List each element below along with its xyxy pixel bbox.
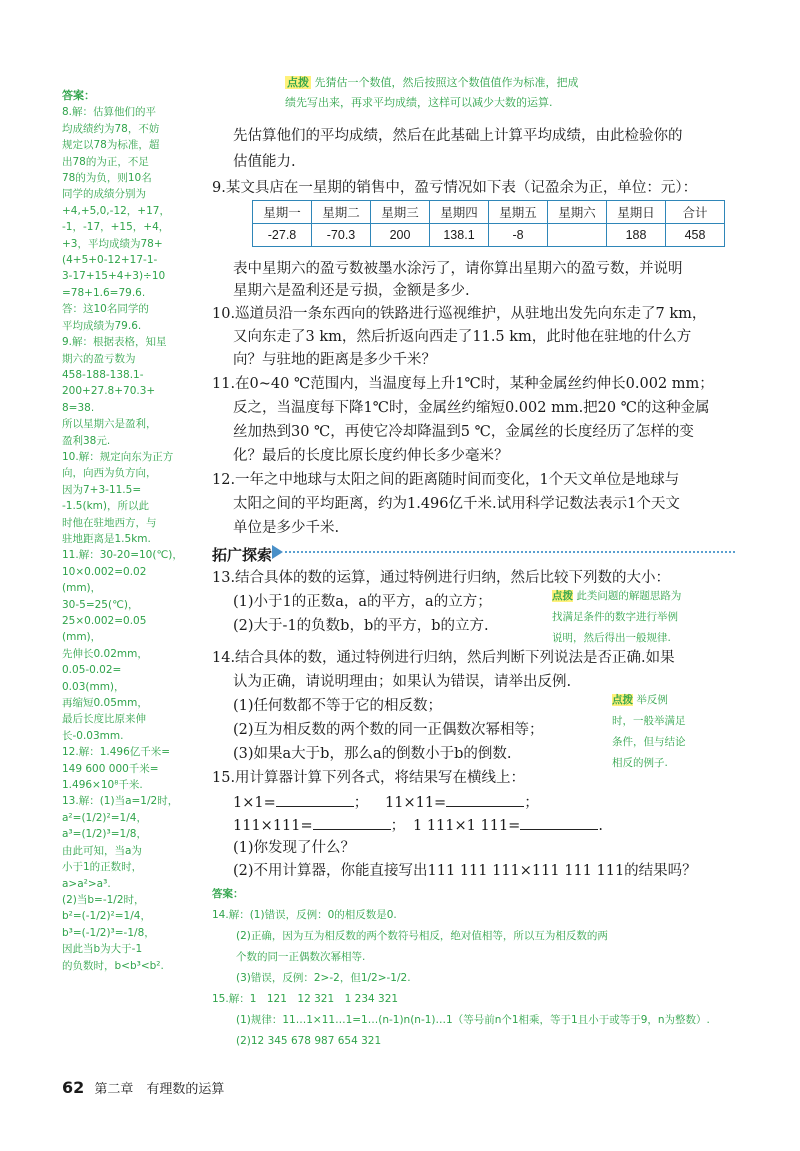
bottom-answer-line: 个数的同一正偶数次幂相等.: [236, 951, 366, 963]
calc-expression-1: 1×1= ；: [233, 792, 368, 813]
answer-blank[interactable]: [313, 815, 391, 830]
table-value-cell: -70.3: [312, 224, 371, 247]
section-arrow-icon: [272, 545, 283, 559]
margin-answer-line: 8.解：估算他们的平: [62, 106, 157, 119]
table-header-cell: 星期五: [489, 201, 548, 224]
chapter-title: 第二章 有理数的运算: [94, 1082, 225, 1097]
margin-answer-line: 先伸长0.02mm，: [62, 647, 148, 660]
margin-answer-line: 最后长度比原来伸: [62, 713, 146, 726]
question-10: 10.巡道员沿一条东西向的铁路进行巡视维护，从驻地出发先向东走了7 km，: [212, 306, 707, 322]
question-13-part-1: (1)小于1的正数a，a的平方，a的立方；: [233, 594, 492, 610]
bottom-answer-line: 14.解：(1)错误，反例：0的相反数是0.: [212, 909, 397, 921]
question-11-text-4: 化？最后的长度比原长度约伸长多少毫米？: [233, 448, 509, 464]
question-14-text-2: 认为正确，请说明理由；如果认为错误，请举出反例.: [233, 674, 572, 690]
side-note-14-line-2: 时，一般举满足: [612, 715, 686, 727]
margin-answer-line: 盈利38元.: [62, 434, 111, 447]
margin-answer-line: 25×0.002=0.05: [62, 615, 147, 627]
margin-answer-line: 所以星期六是盈利，: [62, 418, 157, 431]
question-14-part-1: (1)任何数都不等于它的相反数；: [233, 698, 443, 714]
table-value-cell: 138.1: [430, 224, 489, 247]
bottom-answer-line: (2)正确，因为互为相反数的两个数符号相反，绝对值相等，所以互为相反数的两: [236, 930, 608, 942]
margin-answer-line: 驻地距离是1.5km.: [62, 532, 151, 545]
side-note-14-tag: 点拨: [612, 694, 633, 706]
side-note-13-line-3: 说明，然后得出一般规律.: [552, 632, 671, 644]
question-13-part-2: (2)大于-1的负数b，b的平方，b的立方.: [233, 618, 489, 634]
bottom-answer-line: (1)规律：11…1×11…1=1…(n-1)n(n-1)…1（等号前n个1相乘，等于1且小于或等于9，n为整数）.: [236, 1014, 710, 1026]
table-header-cell: 合计: [666, 201, 725, 224]
question-11-text-2: 反之，当温度每下降1℃时，金属丝约缩短0.002 mm.把20 ℃的这种金属: [233, 400, 710, 416]
calc-expression-3-text: 111×111=: [233, 818, 313, 834]
calc-expression-1-text: 1×1=: [233, 795, 276, 811]
question-10-text-2: 又向东走了3 km，然后折返向西走了11.5 km，此时他在驻地的什么方: [233, 329, 692, 345]
bottom-answer-line: 15.解：1 121 12 321 1 234 321: [212, 993, 399, 1005]
margin-answer-line: 向，向西为负方向，: [62, 467, 157, 480]
margin-answer-line: 458-188-138.1-: [62, 368, 144, 381]
margin-answer-line: -1.5(km)，所以此: [62, 500, 149, 513]
margin-answer-line: 149 600 000千米=: [62, 762, 159, 775]
margin-answer-label: 答案：: [62, 89, 95, 102]
margin-answer-line: 均成绩约为78，不妨: [62, 122, 160, 135]
question-9-text-1: 表中星期六的盈亏数被墨水涂污了，请你算出星期六的盈亏数，并说明: [233, 261, 683, 277]
table-header-cell: 星期四: [430, 201, 489, 224]
margin-answer-line: 78的为负，则10名: [62, 172, 152, 185]
hint-text-1: 先猜估一个数值，然后按照这个数值值作为标准，把成: [314, 76, 579, 89]
table-value-cell: 458: [666, 224, 725, 247]
margin-answer-line: 因此当b为大于-1: [62, 943, 143, 956]
question-14: 14.结合具体的数，通过特例进行归纳，然后判断下列说法是否正确.如果: [212, 650, 675, 666]
margin-answer-line: b²=(-1/2)²=1/4，: [62, 910, 151, 923]
table-value-cell: [548, 224, 607, 247]
margin-answer-line: (4+5+0-12+17-1-: [62, 254, 158, 267]
section-divider: [285, 551, 735, 553]
sales-table-value-row: [253, 224, 725, 247]
margin-answer-line: a>a²>a³.: [62, 877, 111, 890]
margin-answer-line: +3，平均成绩为78+: [62, 237, 163, 250]
bottom-answer-line: (2)12 345 678 987 654 321: [236, 1035, 382, 1047]
page-number: 62: [62, 1078, 85, 1097]
intro-line-1: 先估算他们的平均成绩，然后在此基础上计算平均成绩，由此检验你的: [233, 128, 683, 144]
margin-answer-line: 0.05-0.02=: [62, 664, 122, 677]
question-12-text-3: 单位是多少千米.: [233, 520, 340, 536]
answer-blank[interactable]: [446, 792, 524, 807]
margin-answer-lines: [62, 105, 210, 974]
bottom-answer-lines: [212, 905, 752, 1052]
table-header-cell: 星期二: [312, 201, 371, 224]
margin-answer-line: 10×0.002=0.02: [62, 565, 147, 578]
margin-answer-line: 10.解：规定向东为正方: [62, 450, 174, 463]
margin-answer-line: (mm)，: [62, 631, 102, 644]
margin-answer-line: 同学的成绩分别为: [62, 188, 146, 201]
question-15-part-2: (2)不用计算器，你能直接写出111 111 111×111 111 111的结果吗？: [233, 863, 697, 879]
calc-expression-4-text: 1 111×1 111=: [413, 818, 521, 834]
question-14-part-3: (3)如果a大于b，那么a的倒数小于b的倒数.: [233, 746, 512, 762]
sales-table: [252, 200, 725, 247]
margin-answer-line: 平均成绩为79.6.: [62, 319, 142, 332]
table-header-cell: 星期六: [548, 201, 607, 224]
question-9-text-2: 星期六是盈利还是亏损，金额是多少.: [233, 283, 470, 299]
bottom-answers: [212, 884, 752, 1052]
question-15: 15.用计算器计算下列各式，将结果写在横线上：: [212, 770, 526, 786]
answer-blank[interactable]: [276, 792, 354, 807]
section-title: 拓广探索: [212, 546, 273, 564]
question-13: 13.结合具体的数的运算，通过特例进行归纳，然后比较下列数的大小：: [212, 570, 671, 586]
side-note-14: [612, 690, 686, 774]
margin-answer-line: 0.03(mm)，: [62, 680, 125, 693]
table-header-cell: 星期三: [371, 201, 430, 224]
question-10-text-3: 向？与驻地的距离是多少千米？: [233, 352, 436, 368]
margin-answer-line: 的负数时，b<b³<b².: [62, 959, 164, 972]
margin-answer-line: 长-0.03mm.: [62, 729, 124, 742]
side-note-13-line-1: 此类问题的解题思路为: [576, 590, 682, 602]
margin-answer-line: (2)当b=-1/2时，: [62, 893, 145, 906]
margin-answer-line: 小于1的正数时，: [62, 861, 143, 874]
hint-text-2: 绩先写出来，再求平均成绩，这样可以减少大数的运算.: [285, 96, 553, 109]
side-note-13: [552, 586, 681, 649]
margin-answer-line: 规定以78为标准，超: [62, 139, 160, 152]
margin-answer-line: 时他在驻地西方，与: [62, 516, 157, 529]
question-11-text-3: 丝加热到30 ℃，再使它冷却降温到5 ℃，金属丝的长度经历了怎样的变: [233, 424, 694, 440]
table-value-cell: -8: [489, 224, 548, 247]
margin-answer-line: +4,+5,0,-12，+17，: [62, 204, 170, 217]
margin-answer-line: 30-5=25(℃)，: [62, 598, 139, 611]
table-value-cell: 188: [607, 224, 666, 247]
sales-table-header-row: [253, 201, 725, 224]
margin-answer-line: 1.496×10⁸千米.: [62, 779, 143, 792]
intro-line-2: 估值能力.: [233, 154, 296, 170]
margin-answer-line: 由此可知，当a为: [62, 844, 142, 857]
margin-answer-line: 200+27.8+70.3+: [62, 385, 156, 398]
question-12: 12.一年之中地球与太阳之间的距离随时间而变化，1个天文单位是地球与: [212, 472, 680, 488]
bottom-answer-label: 答案：: [212, 888, 244, 900]
calc-expression-2: 11×11= ；: [385, 792, 539, 813]
table-header-cell: 星期一: [253, 201, 312, 224]
calc-expression-3: 111×111= ；: [233, 815, 405, 836]
margin-answer-line: 因为7+3-11.5=: [62, 483, 142, 496]
margin-answers: [62, 88, 210, 975]
side-note-13-line-2: 找满足条件的数字进行举例: [552, 611, 678, 623]
side-note-14-line-3: 条件，但与结论: [612, 736, 686, 748]
side-note-13-tag: 点拨: [552, 590, 573, 602]
margin-answer-line: 12.解：1.496亿千米=: [62, 746, 171, 759]
hint-tag: 点拨: [287, 76, 309, 89]
answer-blank[interactable]: [520, 815, 598, 830]
side-note-14-line-1: 举反例: [636, 694, 668, 706]
table-header-cell: 星期日: [607, 201, 666, 224]
margin-answer-line: 8=38.: [62, 401, 95, 414]
top-hint-note: [285, 73, 705, 113]
margin-answer-line: 11.解：30-20=10(℃)，: [62, 549, 183, 562]
margin-answer-line: 3-17+15+4+3)÷10: [62, 270, 166, 283]
margin-answer-line: a³=(1/2)³=1/8，: [62, 828, 147, 841]
margin-answer-line: 答：这10名同学的: [62, 303, 149, 316]
question-9: 9.某文具店在一星期的销售中，盈亏情况如下表（记盈余为正，单位：元）：: [212, 180, 698, 196]
question-14-part-2: (2)互为相反数的两个数的同一正偶数次幂相等；: [233, 722, 544, 738]
side-note-14-line-4: 相反的例子.: [612, 757, 668, 769]
question-15-part-1: (1)你发现了什么？: [233, 840, 356, 856]
question-12-text-2: 太阳之间的平均距离，约为1.496亿千米.试用科学记数法表示1个天文: [233, 496, 680, 512]
margin-answer-line: 再缩短0.05mm，: [62, 697, 148, 710]
calc-expression-2-text: 11×11=: [385, 795, 447, 811]
margin-answer-line: 出78的为正，不足: [62, 155, 149, 168]
margin-answer-line: =78+1.6=79.6.: [62, 286, 146, 299]
question-11: 11.在0~40 ℃范围内，当温度每上升1℃时，某种金属丝约伸长0.002 mm；: [212, 376, 714, 392]
margin-answer-line: 9.解：根据表格，知星: [62, 336, 167, 349]
table-value-cell: 200: [371, 224, 430, 247]
margin-answer-line: 期六的盈亏数为: [62, 352, 136, 365]
table-value-cell: -27.8: [253, 224, 312, 247]
margin-answer-line: b³=(-1/2)³=-1/8，: [62, 926, 155, 939]
margin-answer-line: a²=(1/2)²=1/4，: [62, 811, 147, 824]
margin-answer-line: (mm)，: [62, 582, 102, 595]
bottom-answer-line: (3)错误，反例：2>-2，但1/2>-1/2.: [236, 972, 411, 984]
calc-expression-4: 1 111×1 111= .: [413, 815, 603, 836]
page-footer: [62, 1078, 224, 1097]
margin-answer-line: 13.解：(1)当a=1/2时，: [62, 795, 179, 808]
margin-answer-line: -1，-17，+15，+4，: [62, 221, 170, 234]
